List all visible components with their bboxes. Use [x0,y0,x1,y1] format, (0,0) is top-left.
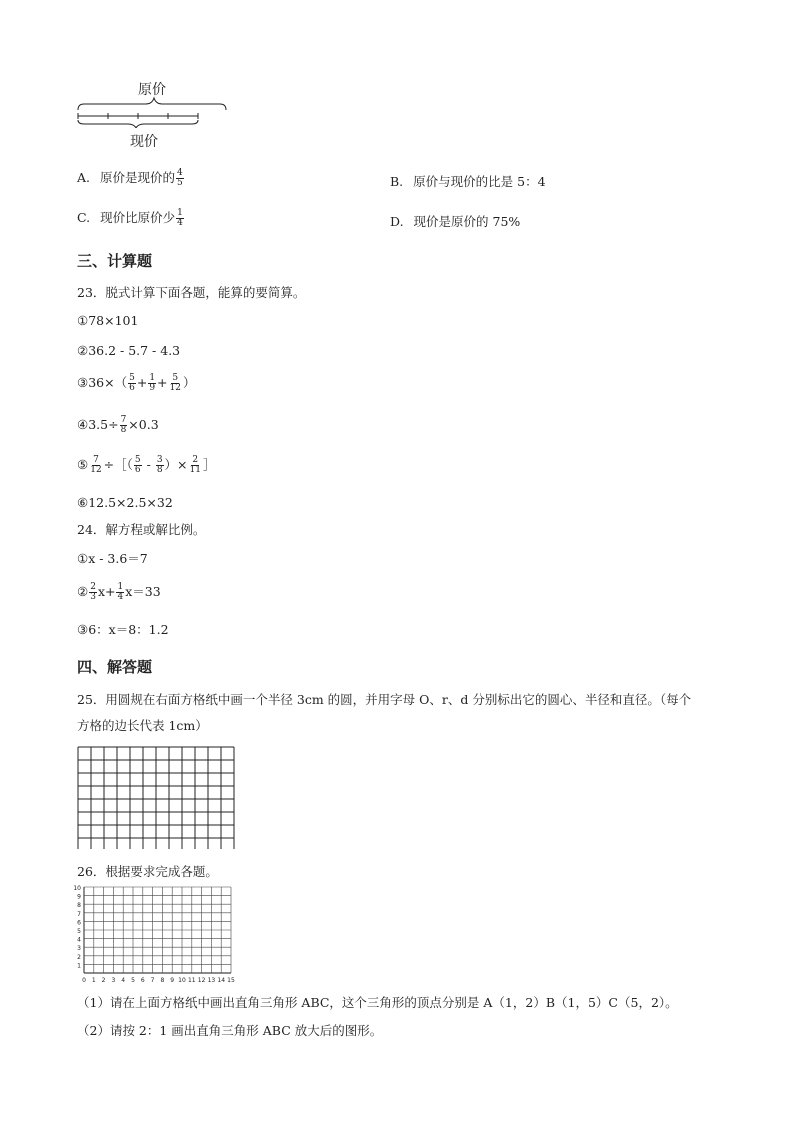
x-tick-label: 15 [227,977,235,984]
x-tick-label: 12 [197,977,206,984]
x-tick-label: 7 [150,977,155,984]
option-text: 原价是现价的 [100,170,176,185]
x-tick-label: 5 [131,977,135,984]
option-letter: C. [77,210,91,225]
q26-stem: 26．根据要求完成各题。 [77,864,218,879]
q23-item-2: ②36.2 - 5.7 - 4.3 [77,343,181,358]
q25-text-line-1: 25．用圆规在右面方格纸中画一个半径 3cm 的圆，并用字母 O、r、d 分别标出它的圆心、半径和直径。（每个 [77,692,692,707]
option-c[interactable] [77,208,185,228]
q26-sub-1: （1）请在上面方格纸中画出直角三角形 ABC，这个三角形的顶点分别是 A（1，2）B（1，5）C（5，2）。 [77,995,678,1010]
q23-item-3: ③36×（ $\frac{5}{6}$ + $\frac{1}{9}$ + $\frac{5}{12}$ ） [77,373,196,393]
x-tick-label: 2 [101,977,106,984]
q26-coordinate-grid[interactable] [72,884,244,988]
current-price-label: 现价 [130,134,158,150]
option-a[interactable] [77,168,185,188]
y-tick-label: 9 [77,893,81,901]
fraction: $\frac{4}{5}$ [177,168,183,188]
q25-square-grid[interactable] [76,745,240,849]
y-tick-label: 3 [77,945,81,953]
q23-item-1: ①78×101 [77,313,139,328]
section-3-title: 三、计算题 [77,252,153,270]
fraction: $\frac{1}{4}$ [177,208,183,228]
price-diagram [70,78,240,153]
q24-stem: 24．解方程或解比例。 [77,522,206,537]
x-tick-label: 1 [91,977,96,984]
x-tick-label: 0 [82,977,86,984]
x-tick-label: 13 [207,977,216,984]
original-price-label: 原价 [138,82,166,98]
y-tick-label: 5 [77,928,81,935]
segment-brace-graphic [70,96,240,128]
x-tick-label: 10 [178,977,186,984]
option-text: 现价是原价的 75% [413,214,521,229]
y-tick-label: 1 [77,962,81,970]
x-tick-label: 9 [170,977,175,984]
q23-item-5: ⑤ $\frac{7}{12}$ ÷［（ $\frac{5}{6}$ - $\frac{3}{8}$ ）× $\frac{2}{11}$ ］ [77,455,216,475]
q24-item-1: ①x - 3.6＝7 [77,551,148,566]
section-4-title: 四、解答题 [77,658,153,676]
option-text: 现价比原价少 [100,210,176,225]
y-tick-label: 6 [77,919,81,927]
q26-sub-2: （2）请按 2：1 画出直角三角形 ABC 放大后的图形。 [77,1023,383,1038]
option-letter: B. [390,174,404,189]
option-letter: A. [77,170,91,185]
x-tick-label: 11 [187,977,196,984]
q24-item-2: ② $\frac{2}{3}$ x+ $\frac{1}{4}$ x＝33 [77,582,161,602]
x-tick-label: 8 [160,977,165,984]
q25-text-line-2: 方格的边长代表 1cm） [77,718,208,733]
option-letter: D. [390,214,404,229]
option-text: 原价与现价的比是 5：4 [413,174,546,189]
y-tick-label: 4 [77,936,81,944]
q23-item-4: ④3.5÷ $\frac{7}{8}$ ×0.3 [77,415,159,435]
option-b[interactable] [390,172,546,190]
x-tick-label: 4 [121,977,126,984]
x-tick-label: 14 [217,977,226,984]
y-tick-label: 10 [73,885,81,892]
y-tick-label: 8 [77,902,81,910]
x-tick-label: 3 [111,977,116,984]
q24-item-3: ③6：x＝8：1.2 [77,622,169,637]
option-d[interactable] [390,212,520,230]
y-tick-label: 7 [77,910,81,918]
y-tick-label: 2 [77,953,81,961]
x-tick-label: 6 [140,977,145,984]
q23-stem: 23．脱式计算下面各题，能算的要简算。 [77,285,306,300]
q23-item-6: ⑥12.5×2.5×32 [77,495,173,510]
